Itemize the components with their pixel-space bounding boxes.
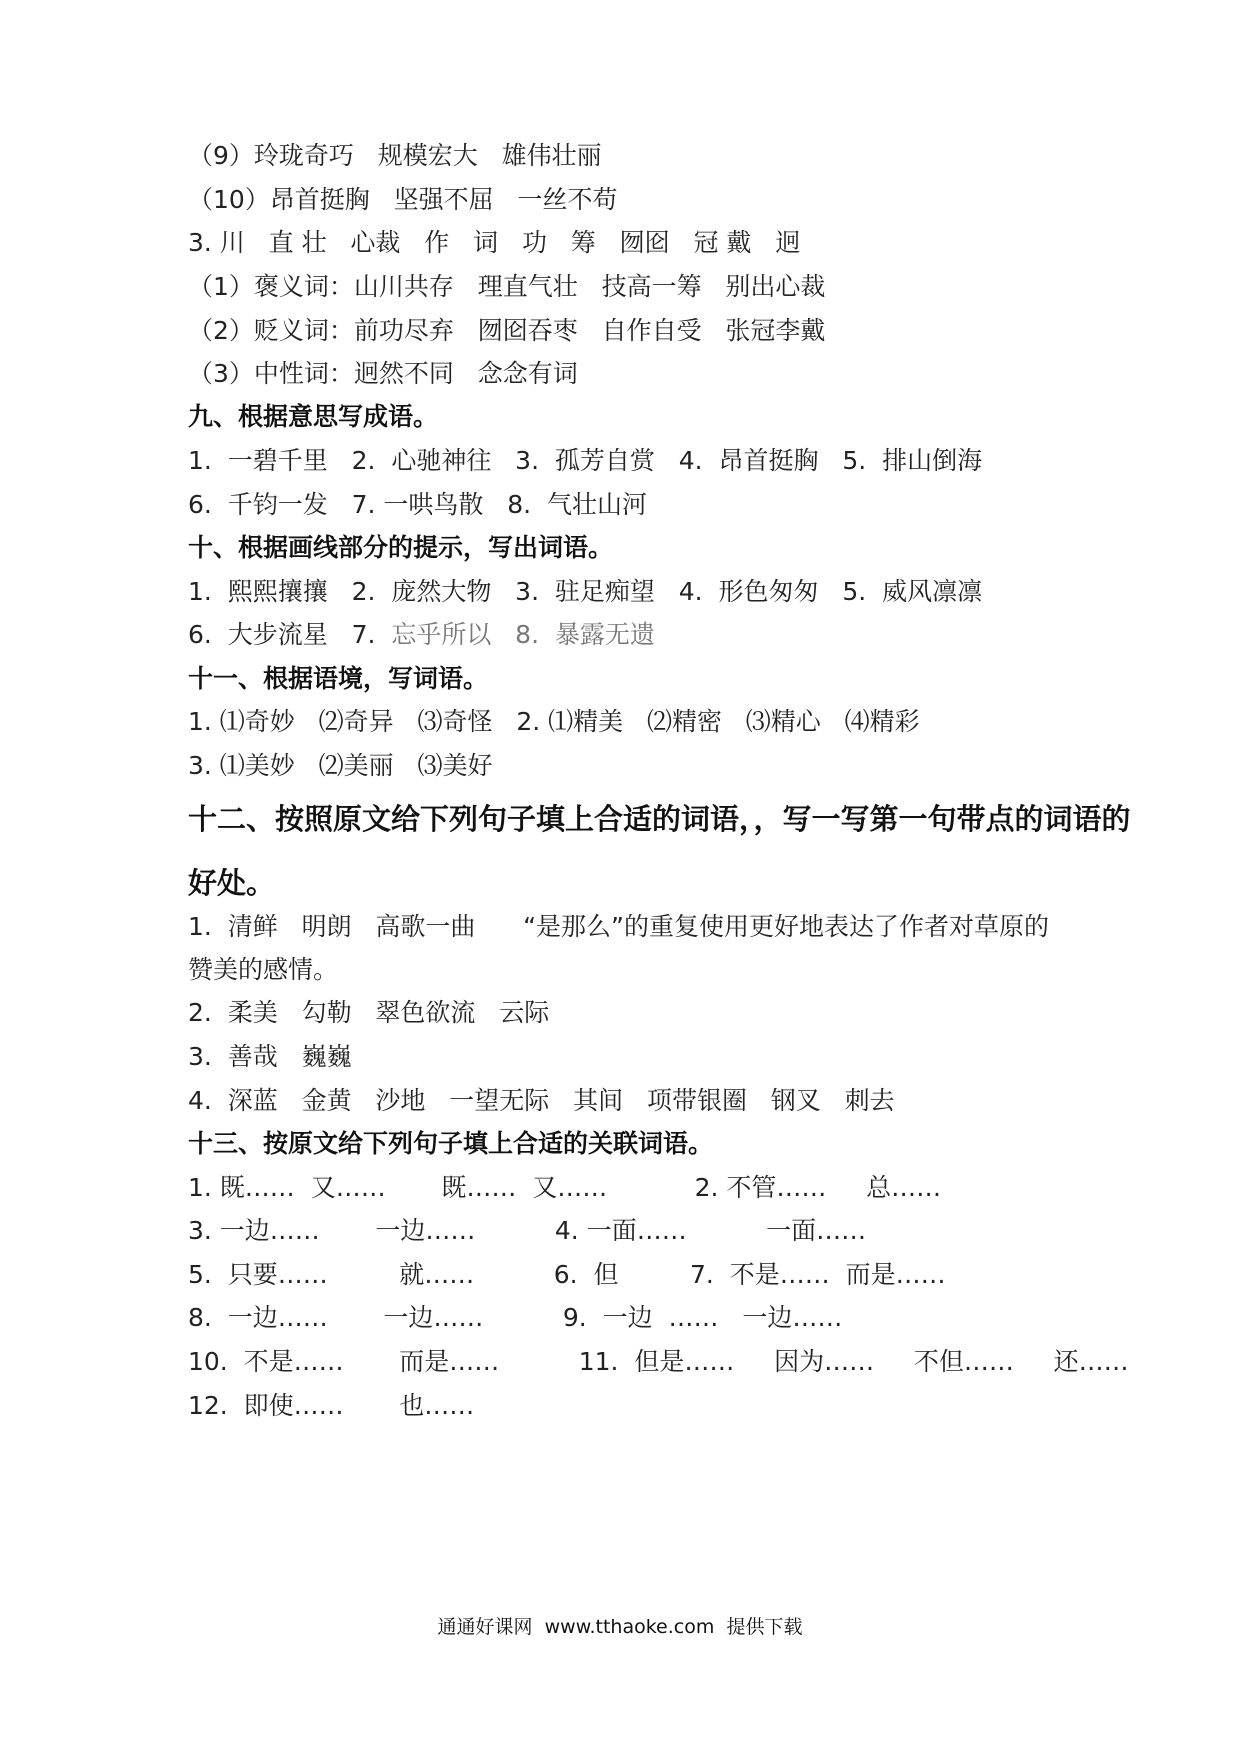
answer-line-3-head: 3. 川 直 壮 心裁 作 词 功 筹 囫囵 冠 戴 迥 [188,228,801,257]
section-10-heading: 十、根据画线部分的提示，写出词语。 [188,533,614,562]
answer-line-3-2: （2）贬义词：前功尽弃 囫囵吞枣 自作自受 张冠李戴 [188,316,826,345]
section-11-heading: 十一、根据语境，写词语。 [188,664,489,693]
page-footer: 通通好课网 www.tthaoke.com 提供下载 [437,1616,803,1638]
section-13-heading: 十三、按原文给下列句子填上合适的关联词语。 [188,1129,714,1158]
section-12-line-2: 2. 柔美 勾勒 翠色欲流 云际 [188,998,550,1027]
section-12-line-4: 4. 深蓝 金黄 沙地 一望无际 其间 项带银圈 钢叉 刺去 [188,1086,895,1115]
section-10-line-1: 1. 熙熙攘攘 2. 庞然大物 3. 驻足痴望 4. 形色匆匆 5. 威风凛凛 [188,577,983,606]
section-11-line-1: 1. ⑴奇妙 ⑵奇异 ⑶奇怪 2. ⑴精美 ⑵精密 ⑶精心 ⑷精彩 [188,707,920,736]
section-9-heading: 九、根据意思写成语。 [188,402,439,431]
section-10-line-2 [188,618,655,652]
section-10-line-2-b: 忘乎所以 8. 暴露无遗 [391,620,655,649]
section-13-line-1: 1. 既…… 又…… 既…… 又…… 2. 不管…… 总…… [188,1173,942,1202]
section-13-line-4: 8. 一边…… 一边…… 9. 一边 …… 一边…… [188,1303,843,1332]
section-13-line-3: 5. 只要…… 就…… 6. 但 7. 不是…… 而是…… [188,1260,946,1289]
section-12-line-1: 1. 清鲜 明朗 高歌一曲 “是那么”的重复使用更好地表达了作者对草原的 [188,912,1050,941]
section-12-line-1-cont: 赞美的感情。 [188,955,339,984]
answer-line-3-3: （3）中性词：迥然不同 念念有词 [188,359,578,388]
section-13-line-6: 12. 即使…… 也…… [188,1391,475,1420]
answer-line-3-1: （1）褒义词：山川共存 理直气壮 技高一筹 别出心裁 [188,272,826,301]
section-11-line-2: 3. ⑴美妙 ⑵美丽 ⑶美好 [188,751,493,780]
section-13-line-5: 10. 不是…… 而是…… 11. 但是…… 因为…… 不但…… 还…… [188,1347,1129,1376]
answer-line-10: （10）昂首挺胸 坚强不屈 一丝不苟 [188,185,618,214]
section-10-line-2-a: 6. 大步流星 7. [188,620,392,649]
section-9-line-1: 1. 一碧千里 2. 心驰神往 3. 孤芳自赏 4. 昂首挺胸 5. 排山倒海 [188,446,983,475]
section-12-heading: 十二、按照原文给下列句子填上合适的词语，，写一写第一句带点的词语的 [188,802,1131,836]
section-13-line-2: 3. 一边…… 一边…… 4. 一面…… 一面…… [188,1216,867,1245]
section-12-heading-cont: 好处。 [188,866,276,900]
answer-line-9: （9）玲珑奇巧 规模宏大 雄伟壮丽 [188,141,602,170]
section-12-line-3: 3. 善哉 巍巍 [188,1042,352,1071]
section-9-line-2: 6. 千钧一发 7. 一哄鸟散 8. 气壮山河 [188,490,647,519]
